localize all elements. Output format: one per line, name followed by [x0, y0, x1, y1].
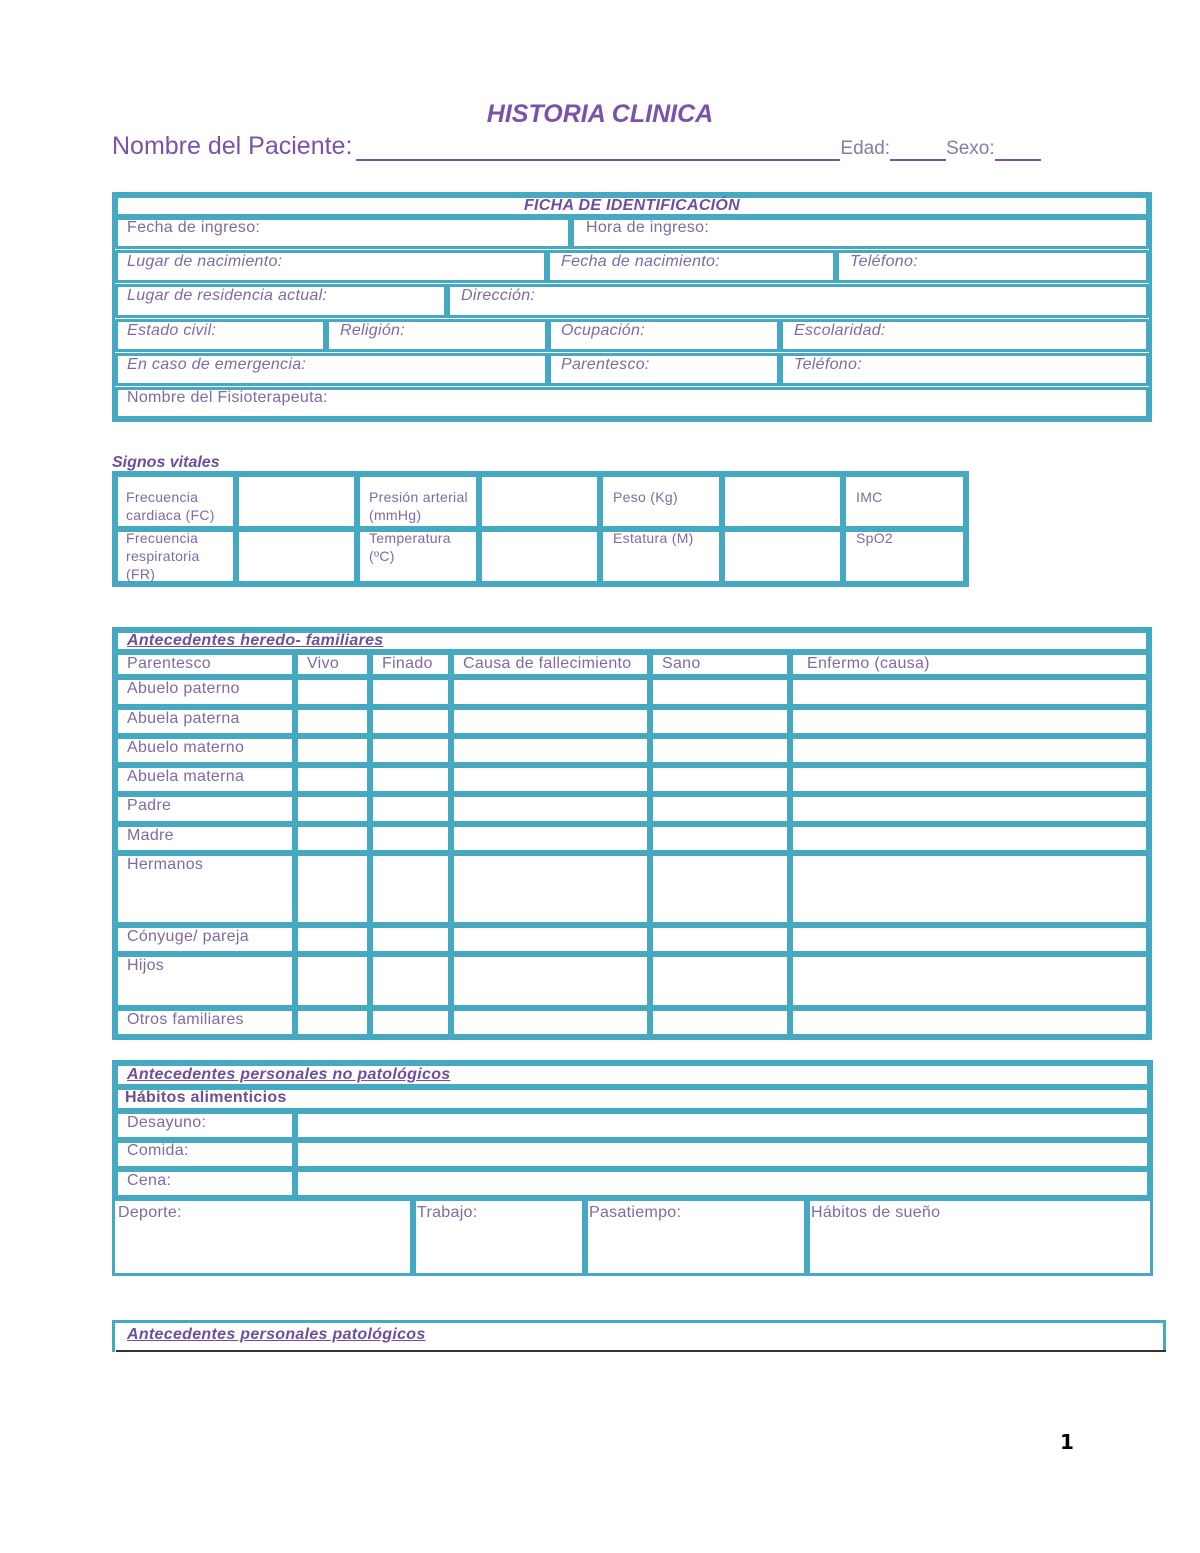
imc-label: IMC	[856, 489, 883, 505]
relative-entry-cell[interactable]	[650, 765, 790, 794]
col-vivo-label: Vivo	[307, 655, 340, 672]
fc-label: Frecuencia cardiaca (FC)	[126, 489, 215, 523]
relative-label: Cónyuge/ pareja	[127, 928, 249, 945]
peso-label: Peso (Kg)	[613, 489, 678, 505]
relative-entry-cell[interactable]	[650, 707, 790, 736]
relative-label: Hermanos	[127, 856, 204, 873]
fr-value-cell[interactable]	[236, 529, 357, 584]
relative-entry-cell[interactable]	[451, 677, 650, 707]
relative-entry-cell[interactable]	[451, 794, 650, 824]
emergencia-label: En caso de emergencia:	[127, 356, 307, 373]
relative-label: Abuelo materno	[127, 739, 245, 756]
relative-entry-cell[interactable]	[451, 925, 650, 954]
relative-entry-cell[interactable]	[370, 1008, 451, 1037]
relative-entry-cell[interactable]	[790, 954, 1149, 1008]
relative-entry-cell[interactable]	[451, 707, 650, 736]
relative-entry-cell[interactable]	[650, 1008, 790, 1037]
no-patologicos-title: Antecedentes personales no patológicos	[127, 1066, 451, 1083]
heredo-title: Antecedentes heredo- familiares	[127, 632, 384, 649]
religion-label: Religión:	[340, 322, 405, 339]
residencia-label: Lugar de residencia actual:	[127, 287, 328, 304]
trabajo-label: Trabajo:	[417, 1204, 478, 1221]
fecha-ingreso-label: Fecha de ingreso:	[127, 219, 261, 236]
estatura-label: Estatura (M)	[613, 530, 694, 546]
fisioterapeuta-label: Nombre del Fisioterapeuta:	[127, 389, 328, 406]
comida-label: Comida:	[127, 1142, 189, 1159]
relative-entry-cell[interactable]	[451, 824, 650, 853]
spo2-label: SpO2	[856, 530, 893, 546]
relative-entry-cell[interactable]	[790, 736, 1149, 765]
relative-entry-cell[interactable]	[295, 1008, 370, 1037]
relative-label: Abuelo paterno	[127, 680, 240, 697]
relative-label: Madre	[127, 827, 174, 844]
relative-entry-cell[interactable]	[370, 677, 451, 707]
col-enfermo-label: Enfermo (causa)	[807, 655, 930, 672]
col-finado-label: Finado	[382, 655, 433, 672]
relative-entry-cell[interactable]	[790, 925, 1149, 954]
direccion-cell[interactable]	[447, 284, 1149, 318]
relative-entry-cell[interactable]	[451, 954, 650, 1008]
fecha-nacimiento-label: Fecha de nacimiento:	[561, 253, 720, 270]
desayuno-label: Desayuno:	[127, 1114, 207, 1131]
relative-entry-cell[interactable]	[790, 677, 1149, 707]
estatura-value-cell[interactable]	[722, 529, 843, 584]
hora-ingreso-label: Hora de ingreso:	[586, 219, 710, 236]
relative-entry-cell[interactable]	[790, 707, 1149, 736]
fr-label: Frecuencia respiratoria (FR)	[126, 530, 200, 582]
age-label: Edad:	[840, 138, 891, 159]
page-title: HISTORIA CLINICA	[486, 100, 714, 128]
relative-label: Abuela materna	[127, 768, 245, 785]
relative-entry-cell[interactable]	[451, 765, 650, 794]
presion-label: Presión arterial (mmHg)	[369, 489, 468, 523]
relative-entry-cell[interactable]	[370, 707, 451, 736]
col-causa-label: Causa de fallecimiento	[463, 655, 632, 672]
relative-label: Hijos	[127, 957, 165, 974]
signos-title: Signos vitales	[112, 454, 220, 471]
relative-entry-cell[interactable]	[790, 824, 1149, 853]
relative-entry-cell[interactable]	[650, 853, 790, 925]
relative-label: Abuela paterna	[127, 710, 240, 727]
temp-label: Temperatura (ºC)	[369, 530, 451, 564]
relative-label: Padre	[127, 797, 172, 814]
relative-entry-cell[interactable]	[295, 954, 370, 1008]
fc-value-cell[interactable]	[236, 474, 357, 529]
sex-label: Sexo:	[946, 138, 995, 159]
relative-entry-cell[interactable]	[370, 853, 451, 925]
escolaridad-label: Escolaridad:	[794, 322, 886, 339]
relative-entry-cell[interactable]	[295, 736, 370, 765]
desayuno-field[interactable]	[295, 1111, 1150, 1140]
relative-entry-cell[interactable]	[370, 765, 451, 794]
parentesco-label: Parentesco:	[561, 356, 650, 373]
cena-label: Cena:	[127, 1172, 172, 1189]
patologicos-underline	[116, 1350, 1166, 1352]
relative-entry-cell[interactable]	[295, 824, 370, 853]
pasatiempo-label: Pasatiempo:	[589, 1204, 682, 1221]
relative-entry-cell[interactable]	[370, 794, 451, 824]
comida-field[interactable]	[295, 1140, 1150, 1169]
relative-entry-cell[interactable]	[790, 1008, 1149, 1037]
relative-entry-cell[interactable]	[370, 736, 451, 765]
relative-entry-cell[interactable]	[650, 677, 790, 707]
relative-entry-cell[interactable]	[790, 794, 1149, 824]
relative-entry-cell[interactable]	[295, 707, 370, 736]
peso-value-cell[interactable]	[722, 474, 843, 529]
relative-entry-cell[interactable]	[295, 677, 370, 707]
relative-entry-cell[interactable]	[451, 736, 650, 765]
relative-entry-cell[interactable]	[790, 765, 1149, 794]
temp-value-cell[interactable]	[479, 529, 600, 584]
relative-entry-cell[interactable]	[295, 794, 370, 824]
patient-name-line	[112, 132, 1041, 161]
relative-entry-cell[interactable]	[650, 954, 790, 1008]
relative-entry-cell[interactable]	[650, 736, 790, 765]
relative-label: Otros familiares	[127, 1011, 244, 1028]
identification-title: FICHA DE IDENTIFICACIÓN	[523, 197, 741, 214]
relative-entry-cell[interactable]	[650, 824, 790, 853]
relative-entry-cell[interactable]	[790, 853, 1149, 925]
habitos-label: Hábitos alimenticios	[125, 1089, 287, 1106]
col-sano-label: Sano	[662, 655, 701, 672]
estado-civil-label: Estado civil:	[127, 322, 217, 339]
age-field[interactable]	[890, 139, 946, 161]
relative-entry-cell[interactable]	[451, 1008, 650, 1037]
sex-field[interactable]	[995, 139, 1041, 161]
page-number: 1	[1060, 1430, 1074, 1454]
telefono-emergencia-label: Teléfono:	[794, 356, 862, 373]
relative-entry-cell[interactable]	[650, 794, 790, 824]
relative-entry-cell[interactable]	[370, 824, 451, 853]
relative-entry-cell[interactable]	[370, 954, 451, 1008]
col-parentesco-label: Parentesco	[127, 655, 211, 672]
relative-entry-cell[interactable]	[295, 765, 370, 794]
lugar-nacimiento-label: Lugar de nacimiento:	[127, 253, 283, 270]
cena-field[interactable]	[295, 1169, 1150, 1198]
relative-entry-cell[interactable]	[650, 925, 790, 954]
patient-name-field[interactable]	[356, 135, 840, 161]
presion-value-cell[interactable]	[479, 474, 600, 529]
ocupacion-label: Ocupación:	[561, 322, 645, 339]
relative-entry-cell[interactable]	[370, 925, 451, 954]
deporte-label: Deporte:	[118, 1204, 182, 1221]
relative-entry-cell[interactable]	[295, 925, 370, 954]
patient-name-label: Nombre del Paciente:	[112, 132, 353, 160]
patologicos-title: Antecedentes personales patológicos	[127, 1326, 426, 1343]
relative-entry-cell[interactable]	[295, 853, 370, 925]
direccion-label: Dirección:	[461, 287, 536, 304]
relative-entry-cell[interactable]	[451, 853, 650, 925]
telefono-label: Teléfono:	[850, 253, 918, 270]
sueno-label: Hábitos de sueño	[811, 1204, 941, 1221]
